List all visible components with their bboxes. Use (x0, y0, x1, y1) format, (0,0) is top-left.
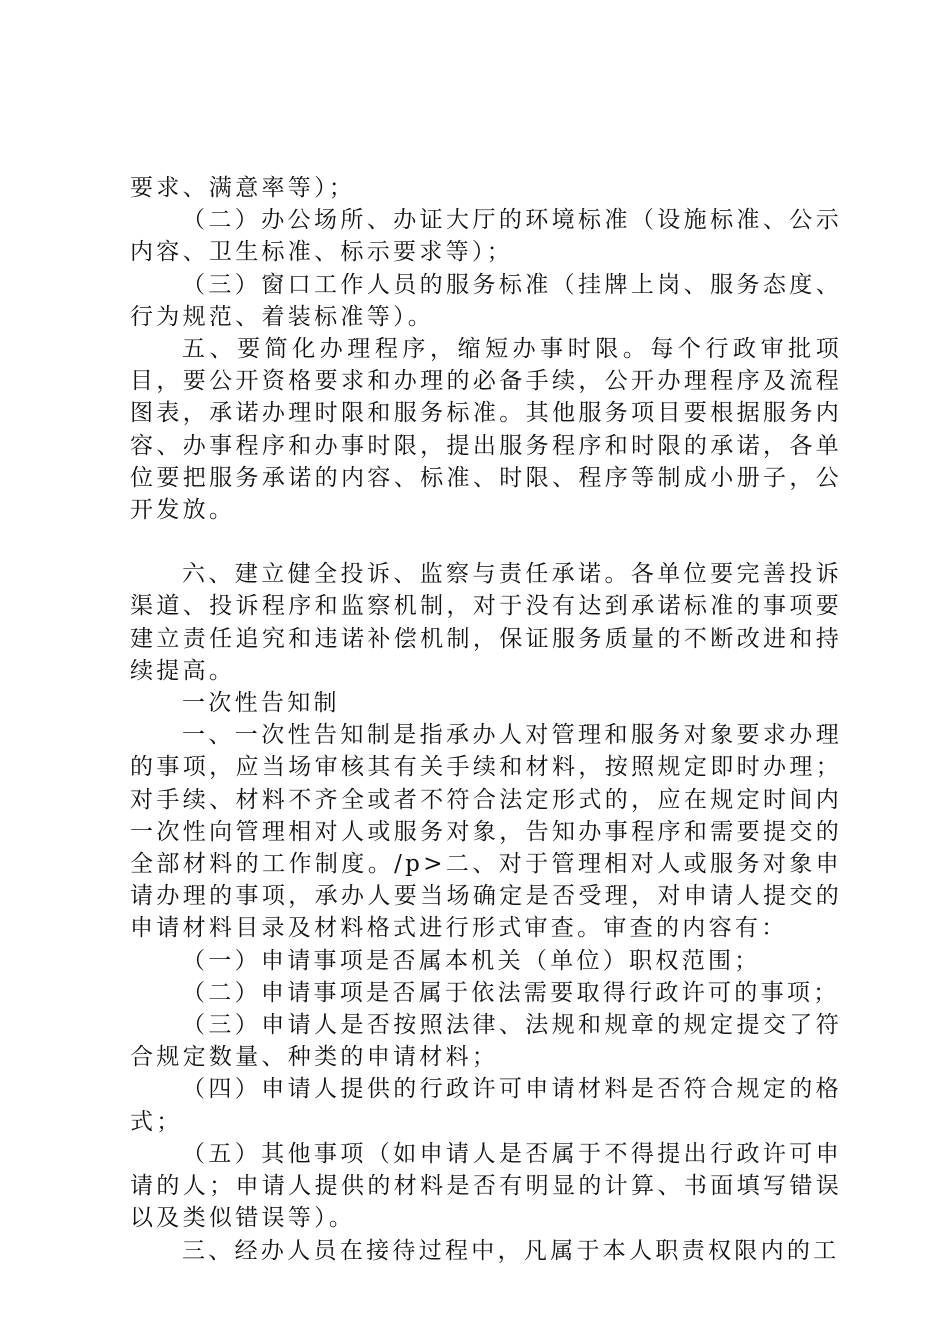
section-heading: 一次性告知制 (182, 690, 340, 717)
paragraph: 六、建立健全投诉、监察与责任承诺。各单位要完善投诉渠道、投诉程序和监察机制，对于没有达到承诺标准的事项要建立责任追究和违诺补偿机制，保证服务质量的不断改进和持续提高。 (130, 561, 842, 684)
paragraph: （三）窗口工作人员的服务标准（挂牌上岗、服务态度、行为规范、着装标准等）。 (130, 271, 842, 330)
paragraph: 三、经办人员在接待过程中，凡属于本人职责权限内的工 (182, 1237, 840, 1264)
paragraph: 要求、满意率等）； (130, 175, 356, 201)
list-item: （五）其他事项（如申请人是否属于不得提出行政许可申请的人；申请人提供的材料是否有明显的计算、书面填写错误以及类似错误等）。 (130, 1140, 842, 1232)
list-item: （一）申请事项是否属本机关（单位）职权范围； (182, 947, 761, 974)
paragraph: 一、一次性告知制是指承办人对管理和服务对象要求办理的事项，应当场审核其有关手续和材料，按照规定即时办理；对手续、材料不齐全或者不符合法定形式的，应在规定时间内一次性向管理相对人或服务对象，告知办事程序和需要提交的全部材料的工作制度。/p>二、对于管理相对人或服务对象申请办理的事项，承办人要当场确定是否受理，对申请人提交的申请材料目录及材料格式进行形式审查。审查的内容有： (130, 722, 842, 942)
document-body (130, 172, 842, 1267)
paragraph-spacer (130, 526, 842, 558)
list-item: （二）申请事项是否属于依法需要取得行政许可的事项； (182, 979, 840, 1006)
paragraph: （二）办公场所、办证大厅的环境标准（设施标准、公示内容、卫生标准、标示要求等）； (130, 207, 842, 266)
paragraph: 五、要简化办理程序，缩短办事时限。每个行政审批项目，要公开资格要求和办理的必备手续，公开办理程序及流程图表，承诺办理时限和服务标准。其他服务项目要根据服务内容、办事程序和办事时限，提出服务程序和时限的承诺，各单位要把服务承诺的内容、标准、时限、程序等制成小册子，公开发放。 (130, 336, 842, 524)
list-item: （四）申请人提供的行政许可申请材料是否符合规定的格式； (130, 1076, 842, 1135)
list-item: （三）申请人是否按照法律、法规和规章的规定提交了符合规定数量、种类的申请材料； (130, 1012, 842, 1071)
